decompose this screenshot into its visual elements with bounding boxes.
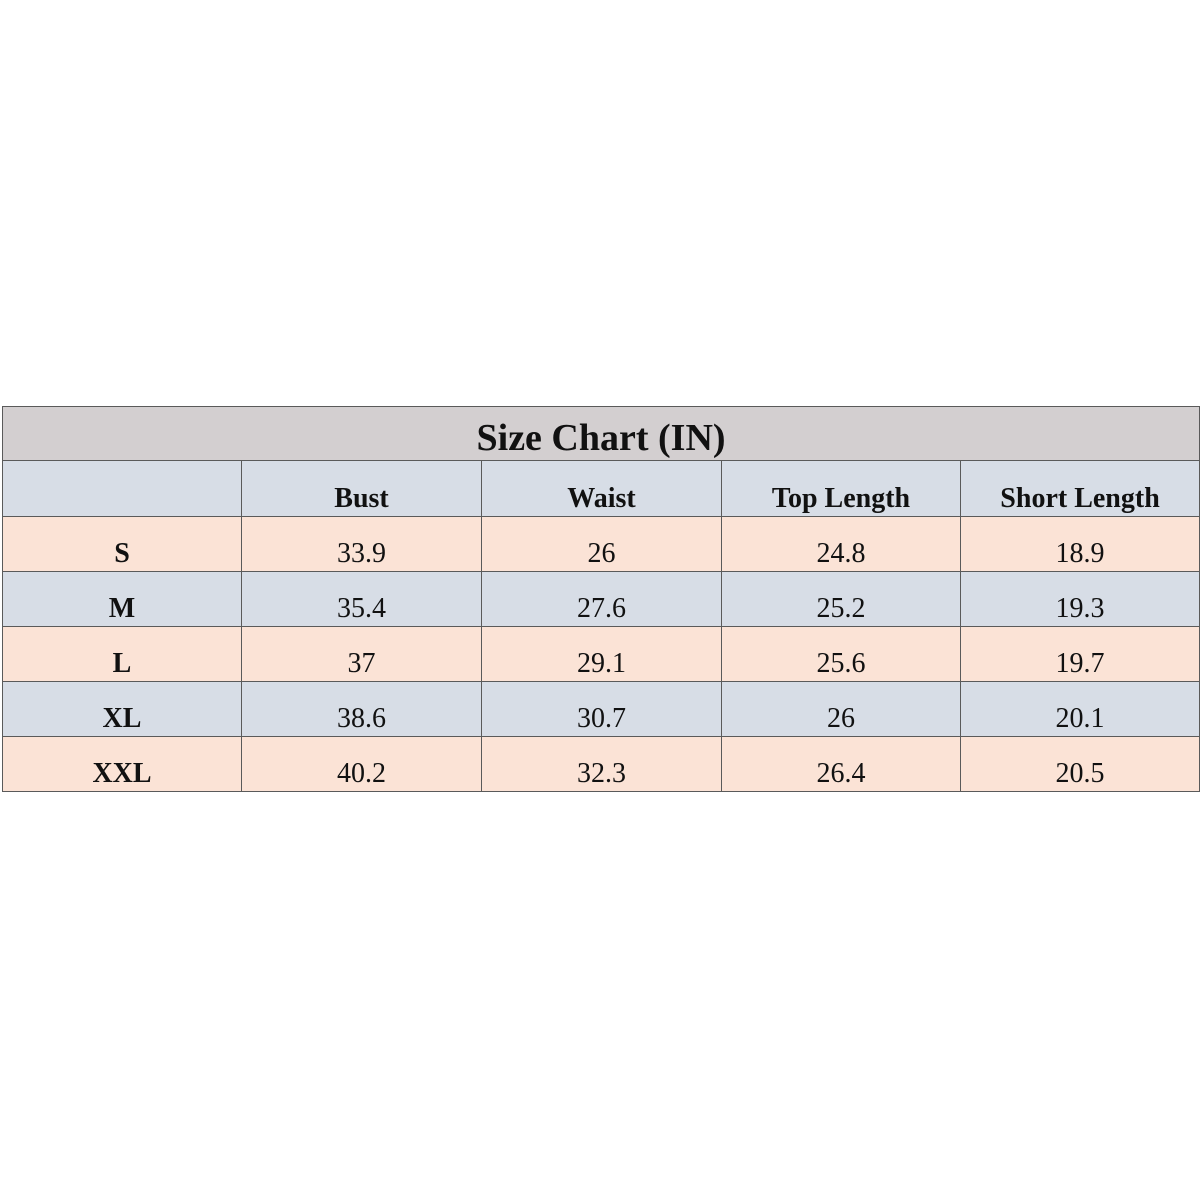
bust-value: 33.9 bbox=[242, 517, 482, 572]
top-length-value: 24.8 bbox=[722, 517, 961, 572]
header-row bbox=[3, 461, 1200, 517]
table-row bbox=[3, 572, 1200, 627]
table-row bbox=[3, 517, 1200, 572]
bust-value: 40.2 bbox=[242, 737, 482, 792]
top-length-value: 25.6 bbox=[722, 627, 961, 682]
bust-value: 35.4 bbox=[242, 572, 482, 627]
header-top-length: Top Length bbox=[722, 461, 961, 517]
top-length-value: 26.4 bbox=[722, 737, 961, 792]
chart-title: Size Chart (IN) bbox=[3, 407, 1200, 461]
title-row bbox=[3, 407, 1200, 461]
header-waist: Waist bbox=[482, 461, 722, 517]
table-row bbox=[3, 737, 1200, 792]
waist-value: 26 bbox=[482, 517, 722, 572]
top-length-value: 25.2 bbox=[722, 572, 961, 627]
short-length-value: 19.7 bbox=[961, 627, 1200, 682]
table-row bbox=[3, 682, 1200, 737]
waist-value: 27.6 bbox=[482, 572, 722, 627]
size-label: L bbox=[3, 627, 242, 682]
size-label: M bbox=[3, 572, 242, 627]
waist-value: 30.7 bbox=[482, 682, 722, 737]
size-label: XL bbox=[3, 682, 242, 737]
size-label: XXL bbox=[3, 737, 242, 792]
short-length-value: 20.1 bbox=[961, 682, 1200, 737]
short-length-value: 20.5 bbox=[961, 737, 1200, 792]
bust-value: 38.6 bbox=[242, 682, 482, 737]
short-length-value: 19.3 bbox=[961, 572, 1200, 627]
bust-value: 37 bbox=[242, 627, 482, 682]
header-corner bbox=[3, 461, 242, 517]
table-row bbox=[3, 627, 1200, 682]
header-bust: Bust bbox=[242, 461, 482, 517]
short-length-value: 18.9 bbox=[961, 517, 1200, 572]
top-length-value: 26 bbox=[722, 682, 961, 737]
size-label: S bbox=[3, 517, 242, 572]
header-short-length: Short Length bbox=[961, 461, 1200, 517]
waist-value: 32.3 bbox=[482, 737, 722, 792]
waist-value: 29.1 bbox=[482, 627, 722, 682]
size-chart-table bbox=[2, 406, 1200, 792]
